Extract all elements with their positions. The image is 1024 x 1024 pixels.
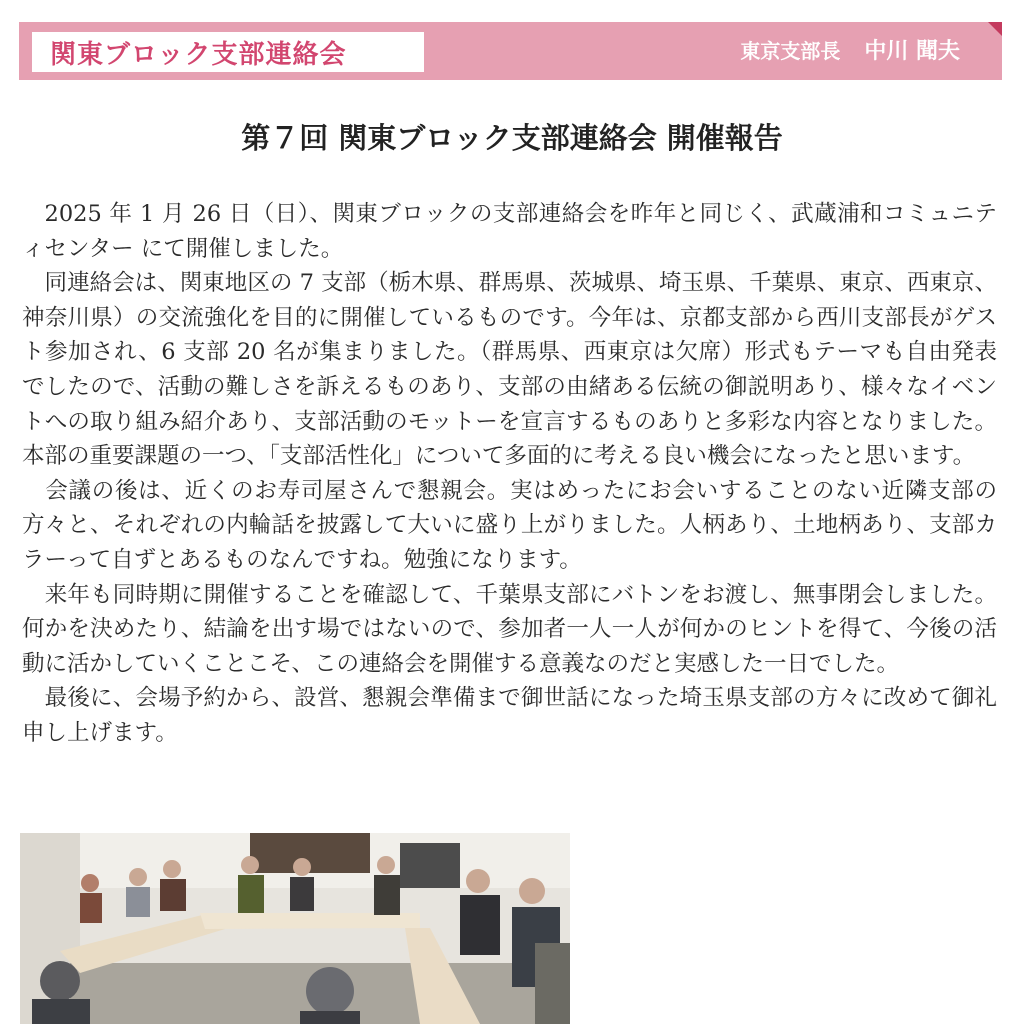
author-role: 東京支部長 [740,39,841,63]
section-title: 関東ブロック支部連絡会 [32,32,424,72]
article-body [22,197,997,751]
body-main-text: 2025 年 1 月 26 日（日）、関東ブロックの支部連絡会を昨年と同じく、武蔵浦和コミュニティセンター にて開催しました。 同連絡会は、関東地区の 7 支部（栃木県、群馬県、茨城県、埼玉県、千葉県、東京、西東京、神奈川県）の交流強化を目的に開催しているものです。今年は、京都支部から西川支部長がゲスト参加され、6 支部 20 名が集まりました。（群馬県、西東京は欠席）形式もテーマも自由発表でしたので、活動の難しさを訴えるものあり、支部の由緒ある伝統の御説明あり、様々なイベントへの取り組み紹介あり、支部活動のモットーを宣言するものありと多彩な内容となりました。本部の重要課題の一つ、「支部活性化」について多面的に考える良い機会になったと思います。 会議の後は、近くのお寿司屋さんで懇親会。実はめったにお会いすることのない近隣支部の方々と、それぞれの内輪話を披露して大いに盛り上がりました。人柄あり、土地柄あり、支部カラーって自ずとあるものなんですね。勉強になります。 来年も同時期に開催することを確認して、千葉県支部にバトンをお渡し、無事閉会しました。何かを決めたり、結論を出す場ではないので、参加者一人一人が何かのヒントを得て、今後の活動に活かしていくことこそ、この連絡会を開催する意義なのだと実感した一日でした。 [22,201,997,677]
corner-tab [988,22,1002,36]
header-band [19,22,1002,80]
author-name: 中川 聞夫 [864,39,960,64]
meeting-photo [20,833,570,1024]
author-line [740,34,960,68]
article-title: 第７回 関東ブロック支部連絡会 開催報告 [241,121,783,155]
body-closing-text: 最後に、会場予約から、設営、懇親会準備まで御世話になった埼玉県支部の方々に改めて御礼申し上げます。 [22,685,997,746]
